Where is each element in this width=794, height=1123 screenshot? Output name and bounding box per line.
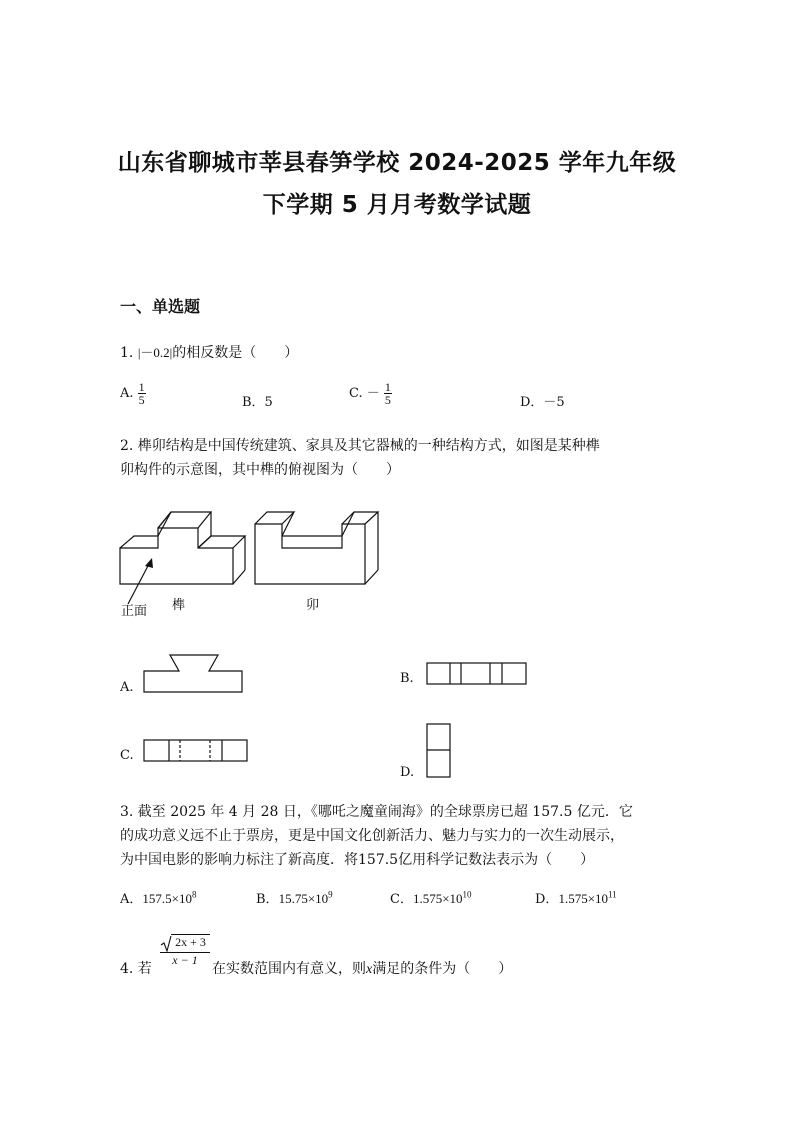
option-a[interactable]	[120, 888, 196, 907]
question-4-prefix: 4. 若	[120, 961, 152, 977]
mortise-front	[255, 524, 365, 584]
option-a-figure[interactable]	[143, 654, 245, 694]
option-d[interactable]	[535, 888, 617, 907]
tenon-mortise-figure	[110, 500, 400, 630]
option-d-label[interactable]: D.	[400, 765, 415, 780]
option-b[interactable]	[242, 391, 273, 410]
option-c-label[interactable]: C.	[120, 748, 134, 763]
sci-exponent: 11	[608, 889, 617, 900]
arrow-head	[145, 558, 153, 568]
option-label: D．－5	[520, 395, 565, 410]
option-label: A.	[120, 386, 134, 401]
question-4-text	[212, 957, 512, 982]
question-2-line1: 2. 榫卯结构是中国传统建筑、家具及其它器械的一种结构方式，如图是某种榫	[120, 438, 600, 454]
option-a-label[interactable]: A.	[120, 680, 134, 695]
variable: x	[366, 962, 373, 977]
question-2-line2: 卯构件的示意图，其中榫的俯视图为（ ）	[120, 462, 400, 478]
question-text: 的相反数是（ ）	[172, 345, 299, 361]
section-heading: 一、单选题	[120, 297, 201, 316]
fraction: $\frac{1}{5}$	[138, 380, 145, 407]
question-3-line3: 为中国电影的影响力标注了新高度．将157.5亿用科学记数法表示为（ ）	[120, 852, 595, 868]
abs-expression: |－0.2|	[137, 345, 173, 360]
label-front: 正面	[121, 604, 148, 619]
question-number: 1.	[120, 345, 134, 361]
radicand: 2x + 3	[171, 934, 210, 950]
sci-base: 157.5×10	[142, 891, 192, 906]
sci-base: 15.75×10	[278, 891, 329, 906]
option-b-figure[interactable]	[426, 662, 528, 686]
option-label: C．	[390, 892, 413, 907]
radical-sign	[160, 935, 172, 953]
radical-fraction	[160, 934, 210, 967]
sci-exponent: 10	[462, 889, 472, 900]
option-c[interactable]	[390, 888, 472, 907]
option-c[interactable]	[349, 381, 392, 406]
option-label: B．	[256, 892, 279, 907]
option-c-figure[interactable]	[143, 739, 249, 763]
option-label: C.	[349, 386, 363, 401]
label-mortise: 卯	[306, 598, 320, 613]
sci-base: 1.575×10	[412, 891, 463, 906]
question-3-line2: 的成功意义远不止于票房，更是中国文化创新活力、魅力与实力的一次生动展示，	[120, 828, 624, 844]
question-text: 满足的条件为（ ）	[372, 961, 513, 977]
question-1	[120, 341, 298, 365]
option-d-figure[interactable]	[426, 723, 452, 779]
fraction: $\frac{1}{5}$	[384, 380, 391, 407]
option-a[interactable]	[120, 381, 146, 406]
question-text: 在实数范围内有意义，则	[212, 961, 366, 977]
option-label: A．	[120, 892, 143, 907]
sci-exponent: 9	[328, 889, 333, 900]
label-tenon: 榫	[172, 598, 186, 613]
page-title-line1: 山东省聊城市莘县春笋学校 2024-2025 学年九年级	[117, 150, 677, 176]
option-label: B．5	[242, 395, 273, 410]
option-b[interactable]	[256, 888, 333, 907]
denominator: x − 1	[160, 952, 210, 967]
question-3-line1: 3. 截至 2025 年 4 月 28 日，《哪吒之魔童闹海》的全球票房已超 157.5 亿元．它	[120, 804, 633, 820]
option-b-label[interactable]: B.	[400, 671, 414, 686]
sci-exponent: 8	[191, 889, 197, 900]
sci-base: 1.575×10	[558, 891, 609, 906]
page-title-line2: 下学期 5 月月考数学试题	[262, 192, 532, 218]
option-label: D．	[535, 892, 559, 907]
minus-sign: －	[366, 385, 380, 400]
option-d[interactable]	[520, 391, 565, 410]
